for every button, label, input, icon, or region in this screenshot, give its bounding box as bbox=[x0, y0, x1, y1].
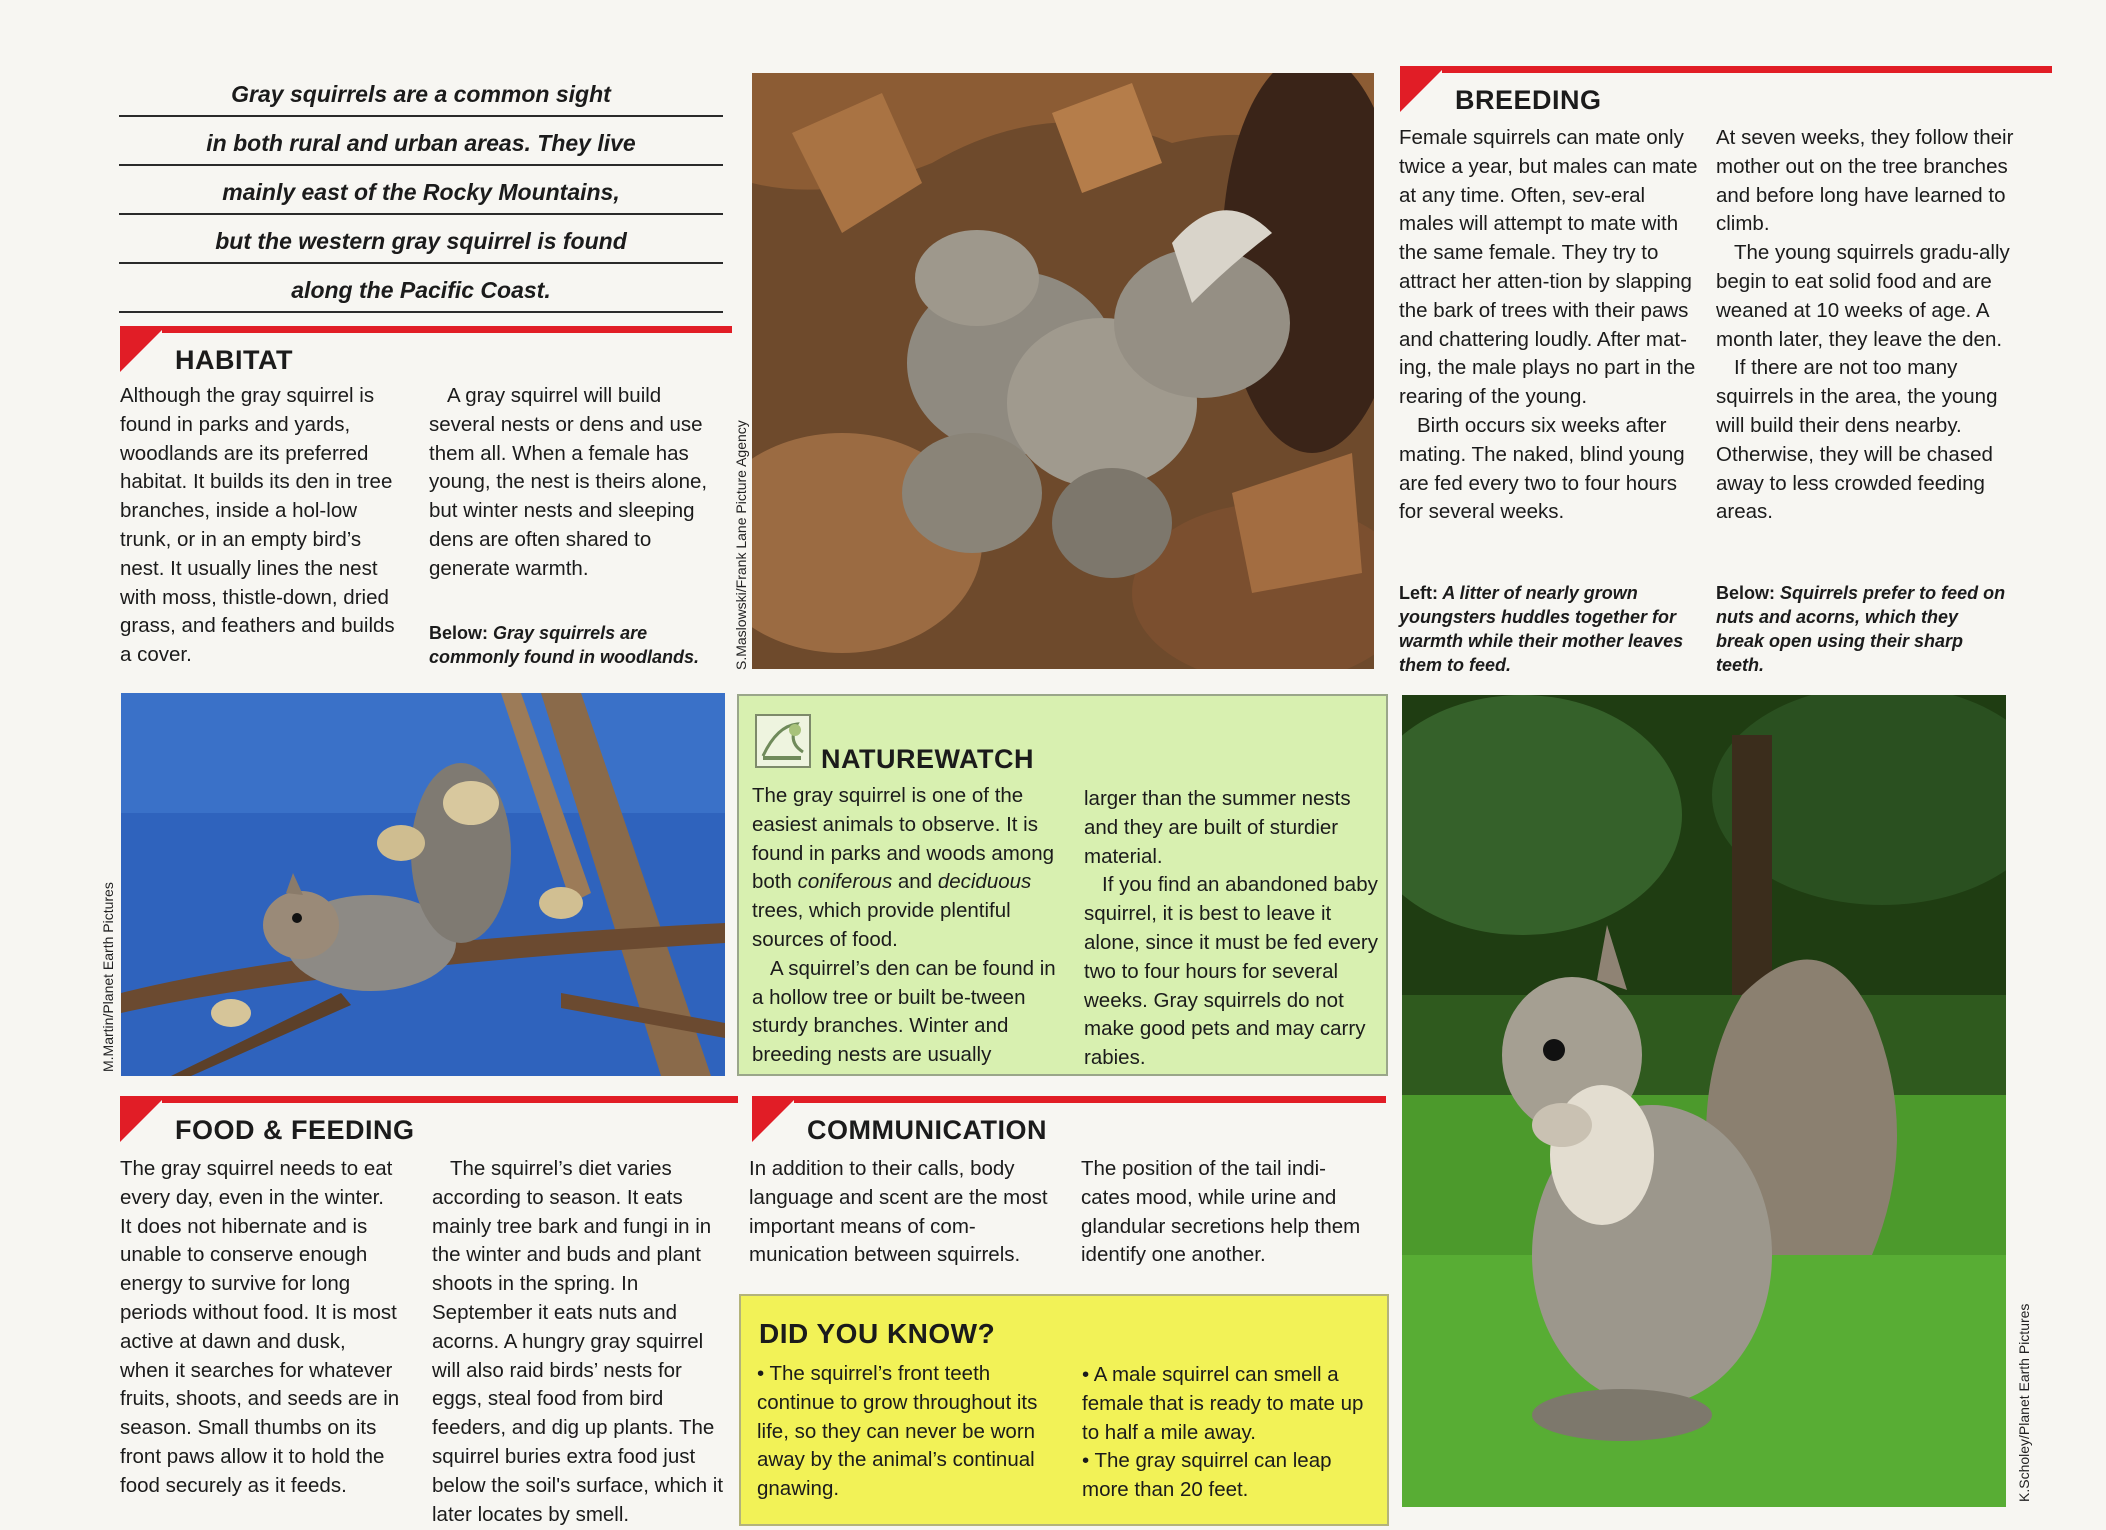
didyouknow-fact: • A male squirrel can smell a female that is ready to mate up to half a mile away. bbox=[1082, 1363, 1364, 1444]
red-flag-icon bbox=[120, 1096, 166, 1142]
habitat-header bbox=[120, 318, 732, 378]
food-col2 bbox=[432, 1155, 727, 1529]
squirrel-grass-photo bbox=[1402, 695, 2006, 1507]
breeding-col1-p2: Birth occurs six weeks after mating. The naked, blind young are fed every two to four hours for several weeks. bbox=[1399, 413, 1685, 524]
habitat-caption bbox=[429, 621, 719, 669]
naturewatch-title: NATUREWATCH bbox=[821, 744, 1034, 774]
naturewatch-col1-p2: A squirrel’s den can be found in a hollow tree or built be-tween sturdy branches. Winter and breeding nests are usually bbox=[752, 956, 1056, 1067]
intro-line: Gray squirrels are a common sight bbox=[119, 68, 723, 117]
breeding-col1-p1: Female squirrels can mate only twice a year, but males can mate at any time. Often, sev-eral males will attempt to mate with the same female. They try to attract her atten-tion by slapping the bark of trees with their paws and chattering loudly. After mat-ing, the male plays no part in the rearing of the young. bbox=[1399, 126, 1698, 409]
breeding-col1 bbox=[1399, 124, 1699, 527]
didyouknow-box bbox=[739, 1294, 1389, 1526]
litter-image bbox=[752, 73, 1374, 669]
intro-line: in both rural and urban areas. They live bbox=[119, 117, 723, 166]
intro-quote bbox=[119, 68, 723, 313]
food-title: FOOD & FEEDING bbox=[175, 1115, 415, 1145]
communication-col2: The position of the tail indi-cates mood, while urine and glandular secretions help them identify one another. bbox=[1081, 1157, 1361, 1267]
naturewatch-box bbox=[737, 694, 1388, 1076]
breeding-col2-p1: At seven weeks, they follow their mother out on the tree branches and before long have learned to climb. bbox=[1716, 126, 2014, 236]
communication-title: COMMUNICATION bbox=[807, 1115, 1047, 1145]
intro-line: but the western gray squirrel is found bbox=[119, 215, 723, 264]
breeding-col2-p3: If there are not too many squirrels in the area, the young will build their dens nearby. Otherwise, they will be chased away to less crowded feeding areas. bbox=[1716, 356, 1998, 524]
breeding-header bbox=[1400, 58, 2052, 118]
nw-term-coniferous: coniferous bbox=[797, 870, 893, 894]
habitat-col1: Although the gray squirrel is found in parks and yards, woodlands are its preferred habitat. It builds its den in tree branches, inside a hol-low trunk, or in an empty bird’s nest. It usually lines the nest with moss, thistle-down, dried grass, and feathers and builds a cover. bbox=[120, 384, 395, 667]
grass-image bbox=[1402, 695, 2006, 1507]
communication-col1: In addition to their calls, body language and scent are the most important means of com-munication between squirrels. bbox=[749, 1157, 1048, 1267]
nw-text: The gray squirrel is one of the easiest animals to observe. It is found in parks and woods among both bbox=[752, 784, 1055, 894]
caption-text: A litter of nearly grown youngsters huddles together for warmth while their mother leaves them to feed. bbox=[1399, 583, 1684, 675]
intro-line: mainly east of the Rocky Mountains, bbox=[119, 166, 723, 215]
intro-line: along the Pacific Coast. bbox=[119, 264, 723, 313]
grass-photo-credit: K.Scholey/Planet Earth Pictures bbox=[2016, 1303, 2032, 1502]
caption-text: Gray squirrels are commonly found in woodlands. bbox=[429, 623, 699, 667]
header-rule bbox=[1442, 66, 2052, 73]
red-flag-icon bbox=[120, 326, 166, 372]
breeding-caption-left bbox=[1399, 581, 1689, 677]
header-rule bbox=[162, 326, 732, 333]
habitat-title: HABITAT bbox=[175, 345, 293, 375]
caption-text: Squirrels prefer to feed on nuts and acorns, which they break open using their sharp teeth. bbox=[1716, 583, 2006, 675]
didyouknow-fact: • The gray squirrel can leap more than 20 feet. bbox=[1082, 1449, 1332, 1502]
header-rule bbox=[162, 1096, 738, 1103]
red-flag-icon bbox=[752, 1096, 798, 1142]
breeding-col2-p2: The young squirrels gradu-ally begin to eat solid food and are weaned at 10 weeks of age. A month later, they leave the den. bbox=[1716, 241, 2010, 351]
caption-label: Below: bbox=[429, 623, 489, 643]
naturewatch-col1 bbox=[752, 782, 1057, 1070]
food-col1: The gray squirrel needs to eat every day, even in the winter. It does not hibernate and is unable to conserve enough energy to survive for long periods without food. It is most active at dawn and dusk, when it searches for whatever fruits, shoots, and seeds are in season. Small thumbs on its front paws allow it to hold the food securely as it feeds. bbox=[120, 1157, 400, 1497]
caption-label: Left: bbox=[1399, 583, 1438, 603]
breeding-col2 bbox=[1716, 124, 2016, 527]
habitat-col2-text: A gray squirrel will build several nests or dens and use them all. When a female has young, the nest is theirs alone, but winter nests and sleeping dens are often shared to generate warmth. bbox=[429, 384, 708, 580]
food-header bbox=[120, 1088, 738, 1148]
breeding-caption-below bbox=[1716, 581, 2006, 677]
didyouknow-title: DID YOU KNOW? bbox=[759, 1318, 996, 1349]
didyouknow-col1: • The squirrel’s front teeth continue to grow throughout its life, so they can never be worn away by the animal’s continual gnawing. bbox=[757, 1362, 1038, 1501]
naturewatch-col2-p2: If you find an abandoned baby squirrel, it is best to leave it alone, since it must be fed every two to four hours for several weeks. Gray squirrels do not make good pets and may carry rabies. bbox=[1084, 873, 1378, 1070]
breeding-title: BREEDING bbox=[1455, 85, 1602, 115]
food-col2-text: The squirrel’s diet varies according to season. It eats mainly tree bark and fungi in in the winter and buds and plant shoots in the spring. In September it eats nuts and acorns. A hungry gray squirrel will also raid birds’ nests for eggs, steal food from bird feeders, and dig up plants. The squirrel buries extra food just below the soil's surface, which it later locates by smell. bbox=[432, 1157, 724, 1526]
squirrel-litter-photo bbox=[752, 73, 1374, 669]
header-rule bbox=[794, 1096, 1386, 1103]
caption-label: Below: bbox=[1716, 583, 1776, 603]
tree-image bbox=[121, 693, 725, 1076]
red-flag-icon bbox=[1400, 66, 1446, 112]
nw-text: and bbox=[892, 870, 938, 894]
communication-header bbox=[752, 1088, 1386, 1148]
didyouknow-col2 bbox=[1082, 1361, 1377, 1505]
nest-photo-credit: S.Maslowski/Frank Lane Picture Agency bbox=[733, 420, 749, 670]
nw-term-deciduous: deciduous bbox=[937, 870, 1032, 894]
nw-text: trees, which provide plentiful sources of food. bbox=[752, 899, 1011, 951]
naturewatch-icon bbox=[755, 714, 811, 768]
tree-photo-credit: M.Martin/Planet Earth Pictures bbox=[100, 882, 116, 1072]
naturewatch-col2-p1: larger than the summer nests and they are built of sturdier material. bbox=[1084, 787, 1351, 868]
habitat-col2 bbox=[429, 382, 724, 584]
naturewatch-col2 bbox=[1084, 785, 1379, 1073]
naturewatch-col1-p1 bbox=[752, 782, 1057, 955]
squirrel-tree-photo bbox=[121, 693, 725, 1076]
